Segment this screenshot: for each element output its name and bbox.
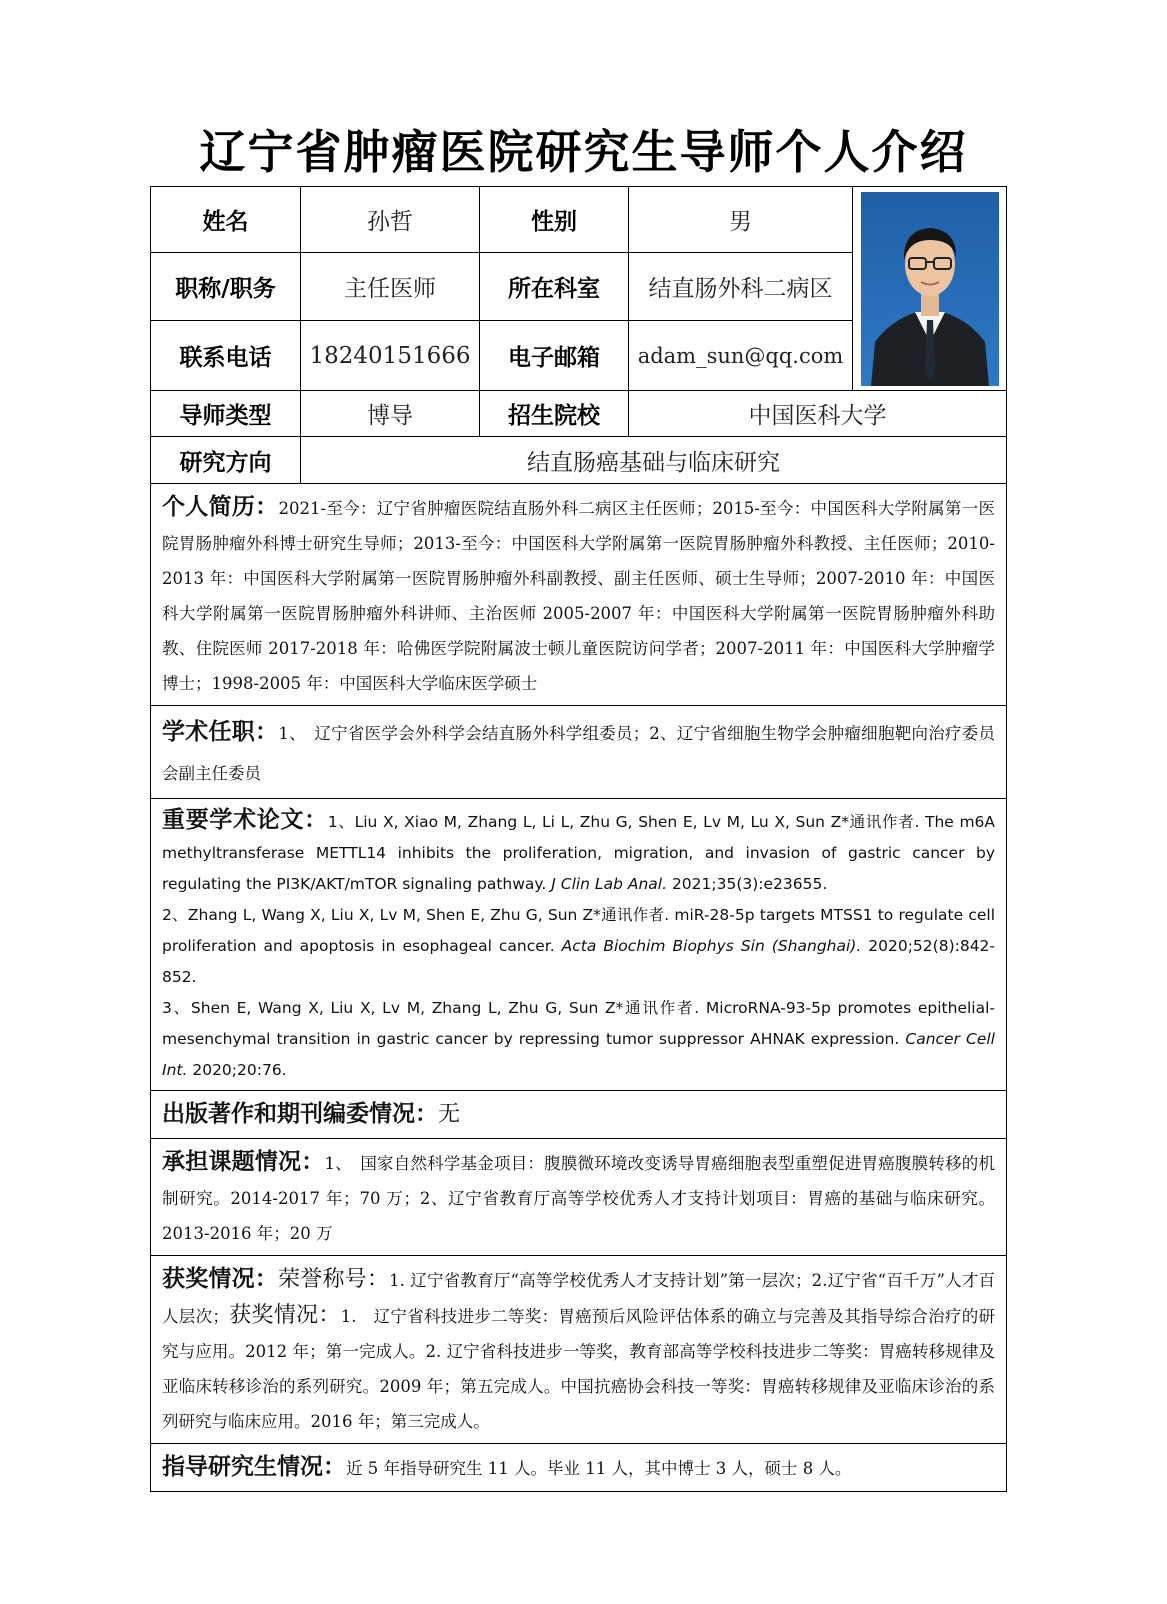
- name-label: 姓名: [151, 187, 301, 253]
- students-heading: 指导研究生情况：: [162, 1454, 346, 1480]
- students-body: 近 5 年指导研究生 11 人。毕业 11 人，其中博士 3 人，硕士 8 人。: [346, 1459, 852, 1478]
- type-value: 博导: [301, 391, 480, 437]
- title-value: 主任医师: [301, 253, 480, 321]
- paper-2-journal: Acta Biochim Biophys Sin (Shanghai).: [561, 937, 862, 955]
- profile-table: [150, 186, 1007, 1492]
- books-section: [151, 1091, 1007, 1139]
- paper-1-text: 1、Liu X, Xiao M, Zhang L, Li L, Zhu G, Shen E, Lv M, Lu X, Sun Z*通讯作者. The m6A methyltransferase METTL14 inhibits the proliferation, migration, and invasion of gastric cancer by regulating the PI3K/AKT/mTOR signaling pathway.: [162, 813, 996, 893]
- photo-cell: [853, 187, 1007, 391]
- school-label: 招生院校: [480, 391, 629, 437]
- phone-label: 联系电话: [151, 321, 301, 391]
- award-body: 1. 辽宁省科技进步二等奖：胃癌预后风险评估体系的确立与完善及其指导综合治疗的研究与应用。2012 年；第一完成人。2. 辽宁省科技进步一等奖，教育部高等学校科技进步二等奖：胃癌转移规律及亚临床转移诊治的系列研究。2009 年；第五完成人。中国抗癌协会科技一等奖：胃癌转移规律及亚临床诊治的系列研究与临床应用。2016 年；第三完成人。: [162, 1307, 996, 1431]
- research-label: 研究方向: [151, 437, 301, 484]
- projects-body: 1、 国家自然科学基金项目：腹膜微环境改变诱导胃癌细胞表型重塑促进胃癌腹膜转移的机制研究。2014-2017 年；70 万；2、辽宁省教育厅高等学校优秀人才支持计划项目：胃癌的基础与临床研究。2013-2016 年；20 万: [162, 1154, 995, 1243]
- school-value: 中国医科大学: [629, 391, 1007, 437]
- academic-section: [151, 706, 1007, 799]
- page-title: 辽宁省肿瘤医院研究生导师个人介绍: [199, 125, 968, 179]
- awards-heading: 获奖情况：: [162, 1266, 279, 1292]
- honor-label: 荣誉称号：: [278, 1267, 390, 1292]
- students-section: [151, 1444, 1007, 1492]
- gender-value: 男: [629, 187, 853, 253]
- award-label: 获奖情况：: [228, 1303, 341, 1328]
- academic-body: 1、 辽宁省医学会外科学会结直肠外科学组委员；2、辽宁省细胞生物学会肿瘤细胞靶向治疗委员会副主任委员: [162, 724, 996, 783]
- title-label: 职称/职务: [151, 253, 301, 321]
- paper-2-text: 2、Zhang L, Wang X, Liu X, Lv M, Shen E, Zhu G, Sun Z*通讯作者. miR-28-5p targets MTSS1 to regulate cell proliferation and apoptosis in esophageal cancer.: [162, 906, 995, 955]
- dept-label: 所在科室: [480, 253, 629, 321]
- resume-section: [151, 484, 1007, 706]
- name-value: 孙哲: [301, 187, 480, 253]
- books-heading: 出版著作和期刊编委情况：: [162, 1101, 438, 1127]
- paper-3-cite: 2020;20:76.: [192, 1061, 287, 1079]
- honor-body: 1. 辽宁省教育厅“高等学校优秀人才支持计划”第一层次；2.辽宁省“百千万”人才百人层次；: [162, 1271, 996, 1326]
- resume-body: 2021-至今：辽宁省肿瘤医院结直肠外科二病区主任医师；2015-至今：中国医科大学附属第一医院胃肠肿瘤外科博士研究生导师；2013-至今：中国医科大学附属第一医院胃肠肿瘤外科教授、主任医师；2010-2013 年：中国医科大学附属第一医院胃肠肿瘤外科副教授、副主任医师、硕士生导师；2007-2010 年：中国医科大学附属第一医院胃肠肿瘤外科讲师、主治医师 2005-2007 年：中国医科大学附属第一医院胃肠肿瘤外科助教、住院医师 2017-2018 年：哈佛医学院附属波士顿儿童医院访问学者；2007-2011 年：中国医科大学肿瘤学博士；1998-2005 年：中国医科大学临床医学硕士: [162, 499, 996, 693]
- phone-value: 18240151666: [301, 321, 480, 391]
- projects-section: [151, 1139, 1007, 1256]
- papers-heading: 重要学术论文：: [162, 807, 328, 833]
- books-body: 无: [438, 1102, 461, 1127]
- projects-heading: 承担课题情况：: [162, 1149, 325, 1175]
- resume-heading: 个人简历：: [162, 494, 279, 520]
- papers-section: [151, 799, 1007, 1091]
- research-value: 结直肠癌基础与临床研究: [301, 437, 1007, 484]
- type-label: 导师类型: [151, 391, 301, 437]
- paper-3-journal: Cancer Cell Int.: [162, 1030, 995, 1079]
- email-value: adam_sun@qq.com: [629, 321, 853, 391]
- paper-1-cite: 2021;35(3):e23655.: [671, 875, 828, 893]
- awards-section: [151, 1256, 1007, 1444]
- dept-value: 结直肠外科二病区: [629, 253, 853, 321]
- paper-1-journal: J Clin Lab Anal.: [551, 875, 667, 893]
- paper-3-text: 3、Shen E, Wang X, Liu X, Lv M, Zhang L, Zhu G, Sun Z*通讯作者. MicroRNA-93-5p promotes epithelial-mesenchymal transition in gastric cancer by repressing tumor suppressor AHNAK expression.: [162, 999, 995, 1048]
- academic-heading: 学术任职：: [162, 719, 279, 745]
- gender-label: 性别: [480, 187, 629, 253]
- portrait-photo: [861, 192, 999, 386]
- email-label: 电子邮箱: [480, 321, 629, 391]
- paper-2-cite: 2020;52(8):842-852.: [162, 937, 996, 986]
